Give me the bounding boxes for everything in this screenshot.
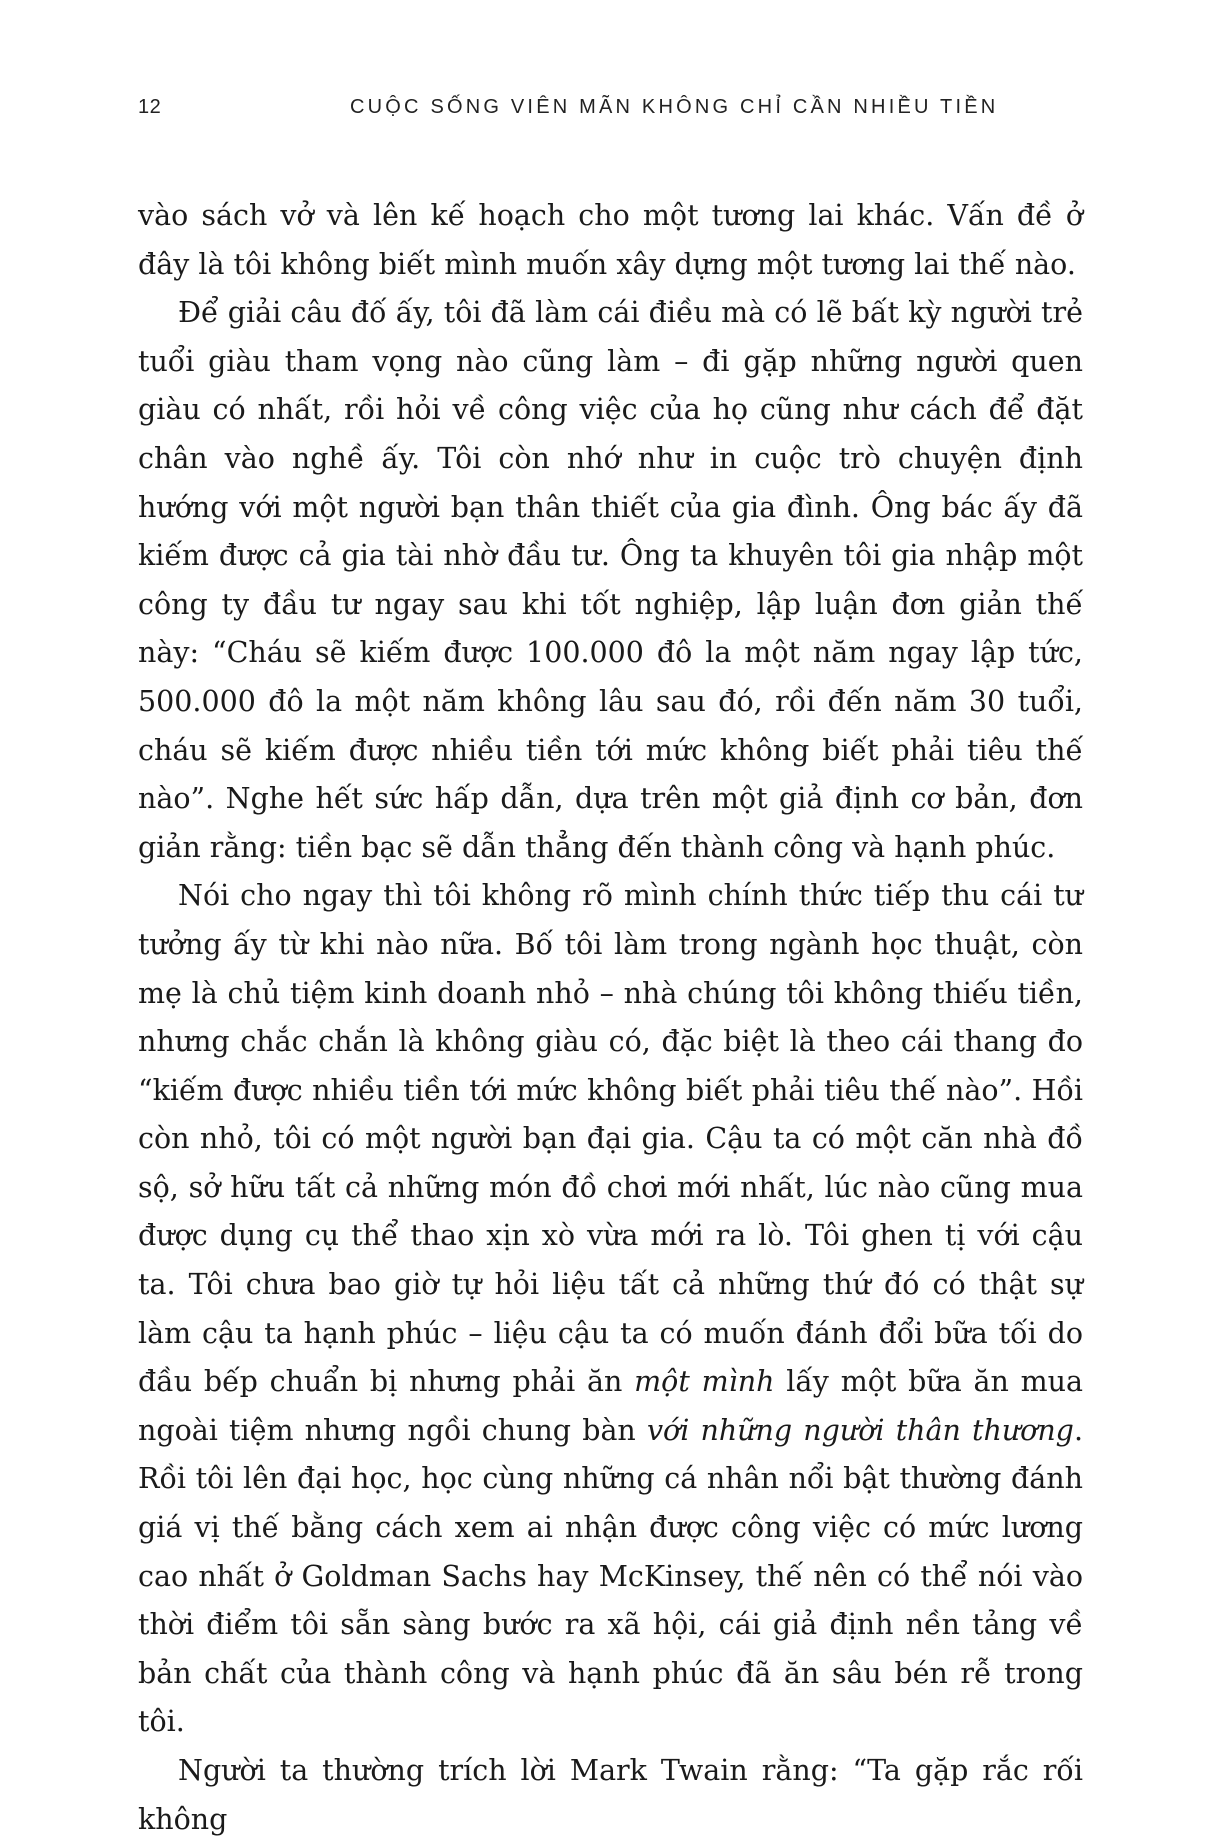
- page-number: 12: [138, 96, 162, 118]
- page-header: [138, 96, 1083, 128]
- body-text: [138, 192, 1083, 1844]
- emphasis-loved-ones: với những người thân thương: [646, 1413, 1074, 1447]
- paragraph-3-part-a: Nói cho ngay thì tôi không rõ mình chính thức tiếp thu cái tư tưởng ấy từ khi nào nữa. Bố tôi làm trong ngành học thuật, còn mẹ là chủ tiệm kinh doanh nhỏ – nhà chúng tôi không thiếu tiền, nhưng chắc chắn là không giàu có, đặc biệt là theo cái thang đo “kiếm được nhiều tiền tới mức không biết phải tiêu thế nào”. Hồi còn nhỏ, tôi có một người bạn đại gia. Cậu ta có một căn nhà đồ sộ, sở hữu tất cả những món đồ chơi mới nhất, lúc nào cũng mua được dụng cụ thể thao xịn xò vừa mới ra lò. Tôi ghen tị với cậu ta. Tôi chưa bao giờ tự hỏi liệu tất cả những thứ đó có thật sự làm cậu ta hạnh phúc – liệu cậu ta có muốn đánh đổi bữa tối do đầu bếp chuẩn bị nhưng phải ăn: [138, 879, 1083, 1399]
- emphasis-alone: một mình: [634, 1365, 775, 1399]
- paragraph-4: Người ta thường trích lời Mark Twain rằng: “Ta gặp rắc rối không: [138, 1754, 1083, 1836]
- paragraph-3-part-c: . Rồi tôi lên đại học, học cùng những cá nhân nổi bật thường đánh giá vị thế bằng cách xem ai nhận được công việc có mức lương cao nhất ở Goldman Sachs hay McKinsey, thế nên có thể nói vào thời điểm tôi sẵn sàng bước ra xã hội, cái giả định nền tảng về bản chất của thành công và hạnh phúc đã ăn sâu bén rễ trong tôi.: [138, 1413, 1083, 1739]
- paragraph-1: vào sách vở và lên kế hoạch cho một tương lai khác. Vấn đề ở đây là tôi không biết mình muốn xây dựng một tương lai thế nào.: [138, 199, 1083, 281]
- paragraph-2: Để giải câu đố ấy, tôi đã làm cái điều mà có lẽ bất kỳ người trẻ tuổi giàu tham vọng nào cũng làm – đi gặp những người quen giàu có nhất, rồi hỏi về công việc của họ cũng như cách để đặt chân vào nghề ấy. Tôi còn nhớ như in cuộc trò chuyện định hướng với một người bạn thân thiết của gia đình. Ông bác ấy đã kiếm được cả gia tài nhờ đầu tư. Ông ta khuyên tôi gia nhập một công ty đầu tư ngay sau khi tốt nghiệp, lập luận đơn giản thế này: “Cháu sẽ kiếm được 100.000 đô la một năm ngay lập tức, 500.000 đô la một năm không lâu sau đó, rồi đến năm 30 tuổi, cháu sẽ kiếm được nhiều tiền tới mức không biết phải tiêu thế nào”. Nghe hết sức hấp dẫn, dựa trên một giả định cơ bản, đơn giản rằng: tiền bạc sẽ dẫn thẳng đến thành công và hạnh phúc.: [138, 296, 1083, 864]
- running-title: CUỘC SỐNG VIÊN MÃN KHÔNG CHỈ CẦN NHIỀU TIỀN: [350, 96, 999, 118]
- paragraph-3-part-b: lấy một bữa ăn mua ngoài tiệm nhưng ngồi chung bàn: [138, 1365, 1083, 1447]
- paragraph-3: [138, 872, 1083, 1747]
